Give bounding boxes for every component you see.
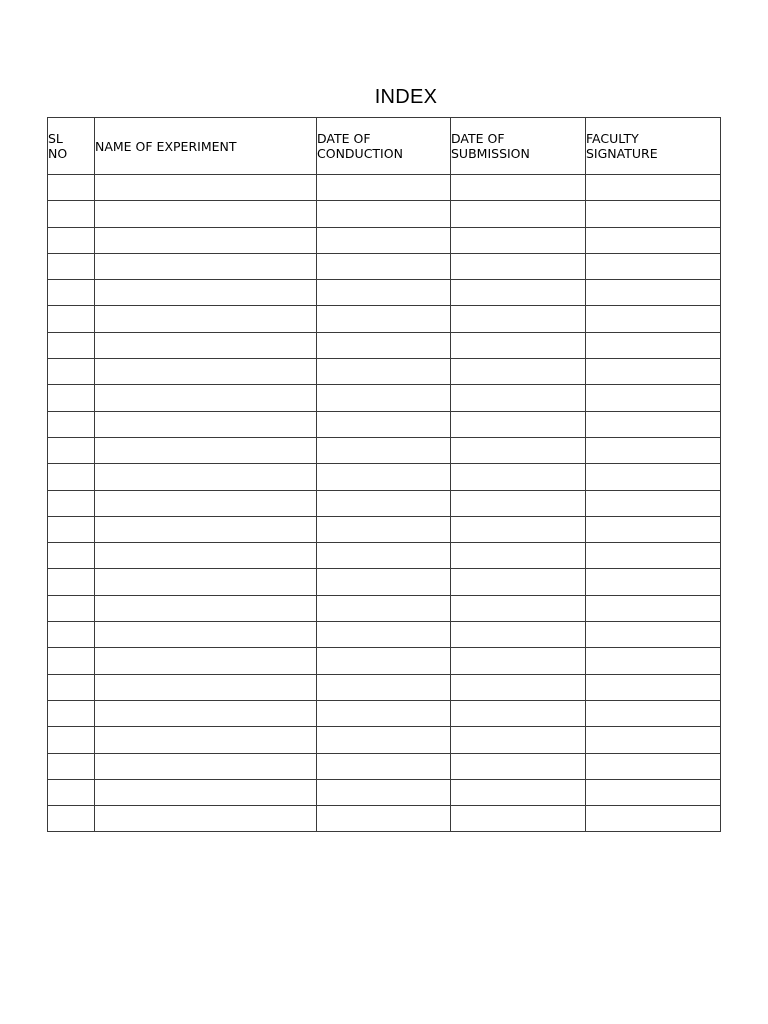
cell-experiment-name [95,175,317,201]
cell-faculty-signature [586,411,721,437]
cell-experiment-name [95,280,317,306]
cell-date-of-conduction [317,464,451,490]
cell-sl-no [48,227,95,253]
page-title: INDEX [374,86,438,108]
cell-date-of-submission [451,385,586,411]
cell-sl-no [48,569,95,595]
cell-experiment-name [95,411,317,437]
cell-date-of-conduction [317,543,451,569]
cell-date-of-conduction [317,227,451,253]
cell-date-of-conduction [317,727,451,753]
cell-date-of-submission [451,227,586,253]
cell-date-of-submission [451,700,586,726]
cell-date-of-submission [451,306,586,332]
cell-date-of-conduction [317,385,451,411]
cell-sl-no [48,201,95,227]
cell-sl-no [48,280,95,306]
cell-faculty-signature [586,280,721,306]
cell-sl-no [48,648,95,674]
table-row [48,779,721,805]
table-row [48,674,721,700]
cell-faculty-signature [586,201,721,227]
table-row [48,569,721,595]
header-date-of-submission: DATE OF SUBMISSION [451,118,586,175]
cell-faculty-signature [586,516,721,542]
table-row [48,385,721,411]
header-name-of-experiment: NAME OF EXPERIMENT [95,118,317,175]
cell-faculty-signature [586,227,721,253]
table-row [48,516,721,542]
cell-faculty-signature [586,727,721,753]
cell-date-of-conduction [317,622,451,648]
cell-date-of-conduction [317,806,451,832]
cell-date-of-conduction [317,779,451,805]
cell-date-of-submission [451,648,586,674]
table-row [48,411,721,437]
cell-sl-no [48,700,95,726]
cell-sl-no [48,622,95,648]
table-row [48,437,721,463]
cell-sl-no [48,516,95,542]
table-row [48,280,721,306]
cell-date-of-submission [451,464,586,490]
cell-date-of-submission [451,753,586,779]
cell-experiment-name [95,622,317,648]
table-row [48,595,721,621]
cell-date-of-submission [451,543,586,569]
cell-sl-no [48,806,95,832]
cell-experiment-name [95,332,317,358]
table-row [48,227,721,253]
table-row [48,332,721,358]
cell-experiment-name [95,543,317,569]
header-date-of-conduction: DATE OF CONDUCTION [317,118,451,175]
cell-sl-no [48,464,95,490]
cell-sl-no [48,674,95,700]
cell-experiment-name [95,306,317,332]
cell-experiment-name [95,806,317,832]
cell-sl-no [48,595,95,621]
cell-faculty-signature [586,332,721,358]
cell-faculty-signature [586,753,721,779]
cell-date-of-submission [451,253,586,279]
cell-experiment-name [95,779,317,805]
cell-date-of-submission [451,674,586,700]
cell-sl-no [48,306,95,332]
cell-faculty-signature [586,306,721,332]
cell-experiment-name [95,595,317,621]
cell-sl-no [48,385,95,411]
cell-faculty-signature [586,359,721,385]
table-row [48,253,721,279]
cell-date-of-submission [451,806,586,832]
table-body [48,175,721,832]
cell-sl-no [48,437,95,463]
cell-date-of-submission [451,516,586,542]
cell-experiment-name [95,201,317,227]
cell-date-of-submission [451,622,586,648]
cell-date-of-conduction [317,753,451,779]
cell-faculty-signature [586,622,721,648]
table-row [48,175,721,201]
cell-faculty-signature [586,385,721,411]
cell-experiment-name [95,359,317,385]
cell-experiment-name [95,700,317,726]
cell-faculty-signature [586,779,721,805]
cell-date-of-conduction [317,700,451,726]
cell-faculty-signature [586,464,721,490]
table-row [48,359,721,385]
table-row [48,201,721,227]
cell-date-of-conduction [317,569,451,595]
cell-sl-no [48,175,95,201]
cell-date-of-conduction [317,490,451,516]
cell-date-of-conduction [317,332,451,358]
cell-faculty-signature [586,806,721,832]
cell-faculty-signature [586,543,721,569]
cell-experiment-name [95,437,317,463]
cell-experiment-name [95,674,317,700]
table-row [48,306,721,332]
cell-sl-no [48,543,95,569]
header-faculty-signature: FACULTY SIGNATURE [586,118,721,175]
table-row [48,700,721,726]
cell-date-of-conduction [317,648,451,674]
table-row [48,727,721,753]
cell-date-of-conduction [317,516,451,542]
table-row [48,464,721,490]
cell-date-of-submission [451,569,586,595]
cell-experiment-name [95,227,317,253]
header-sl-no: SL NO [48,118,95,175]
cell-date-of-conduction [317,201,451,227]
cell-date-of-submission [451,175,586,201]
cell-date-of-conduction [317,175,451,201]
table-header-row [48,118,721,175]
cell-sl-no [48,332,95,358]
cell-faculty-signature [586,175,721,201]
cell-date-of-conduction [317,359,451,385]
cell-faculty-signature [586,253,721,279]
cell-experiment-name [95,569,317,595]
cell-sl-no [48,490,95,516]
cell-date-of-conduction [317,411,451,437]
table-row [48,543,721,569]
cell-date-of-submission [451,411,586,437]
cell-date-of-conduction [317,306,451,332]
table-row [48,648,721,674]
cell-date-of-submission [451,332,586,358]
index-table [47,117,721,832]
cell-date-of-submission [451,201,586,227]
cell-sl-no [48,779,95,805]
cell-faculty-signature [586,700,721,726]
table-row [48,622,721,648]
cell-date-of-submission [451,280,586,306]
cell-sl-no [48,727,95,753]
cell-faculty-signature [586,595,721,621]
cell-faculty-signature [586,674,721,700]
cell-experiment-name [95,727,317,753]
cell-faculty-signature [586,569,721,595]
table-row [48,806,721,832]
cell-date-of-conduction [317,674,451,700]
cell-experiment-name [95,464,317,490]
cell-date-of-submission [451,359,586,385]
cell-date-of-submission [451,595,586,621]
table-row [48,490,721,516]
cell-sl-no [48,253,95,279]
cell-date-of-conduction [317,595,451,621]
cell-experiment-name [95,516,317,542]
cell-date-of-submission [451,437,586,463]
cell-experiment-name [95,648,317,674]
cell-faculty-signature [586,648,721,674]
cell-sl-no [48,359,95,385]
cell-date-of-conduction [317,280,451,306]
cell-experiment-name [95,385,317,411]
cell-date-of-conduction [317,437,451,463]
cell-experiment-name [95,753,317,779]
cell-experiment-name [95,253,317,279]
cell-sl-no [48,411,95,437]
cell-date-of-submission [451,779,586,805]
table-row [48,753,721,779]
cell-faculty-signature [586,437,721,463]
cell-sl-no [48,753,95,779]
cell-faculty-signature [586,490,721,516]
cell-date-of-submission [451,727,586,753]
cell-date-of-submission [451,490,586,516]
cell-date-of-conduction [317,253,451,279]
cell-experiment-name [95,490,317,516]
